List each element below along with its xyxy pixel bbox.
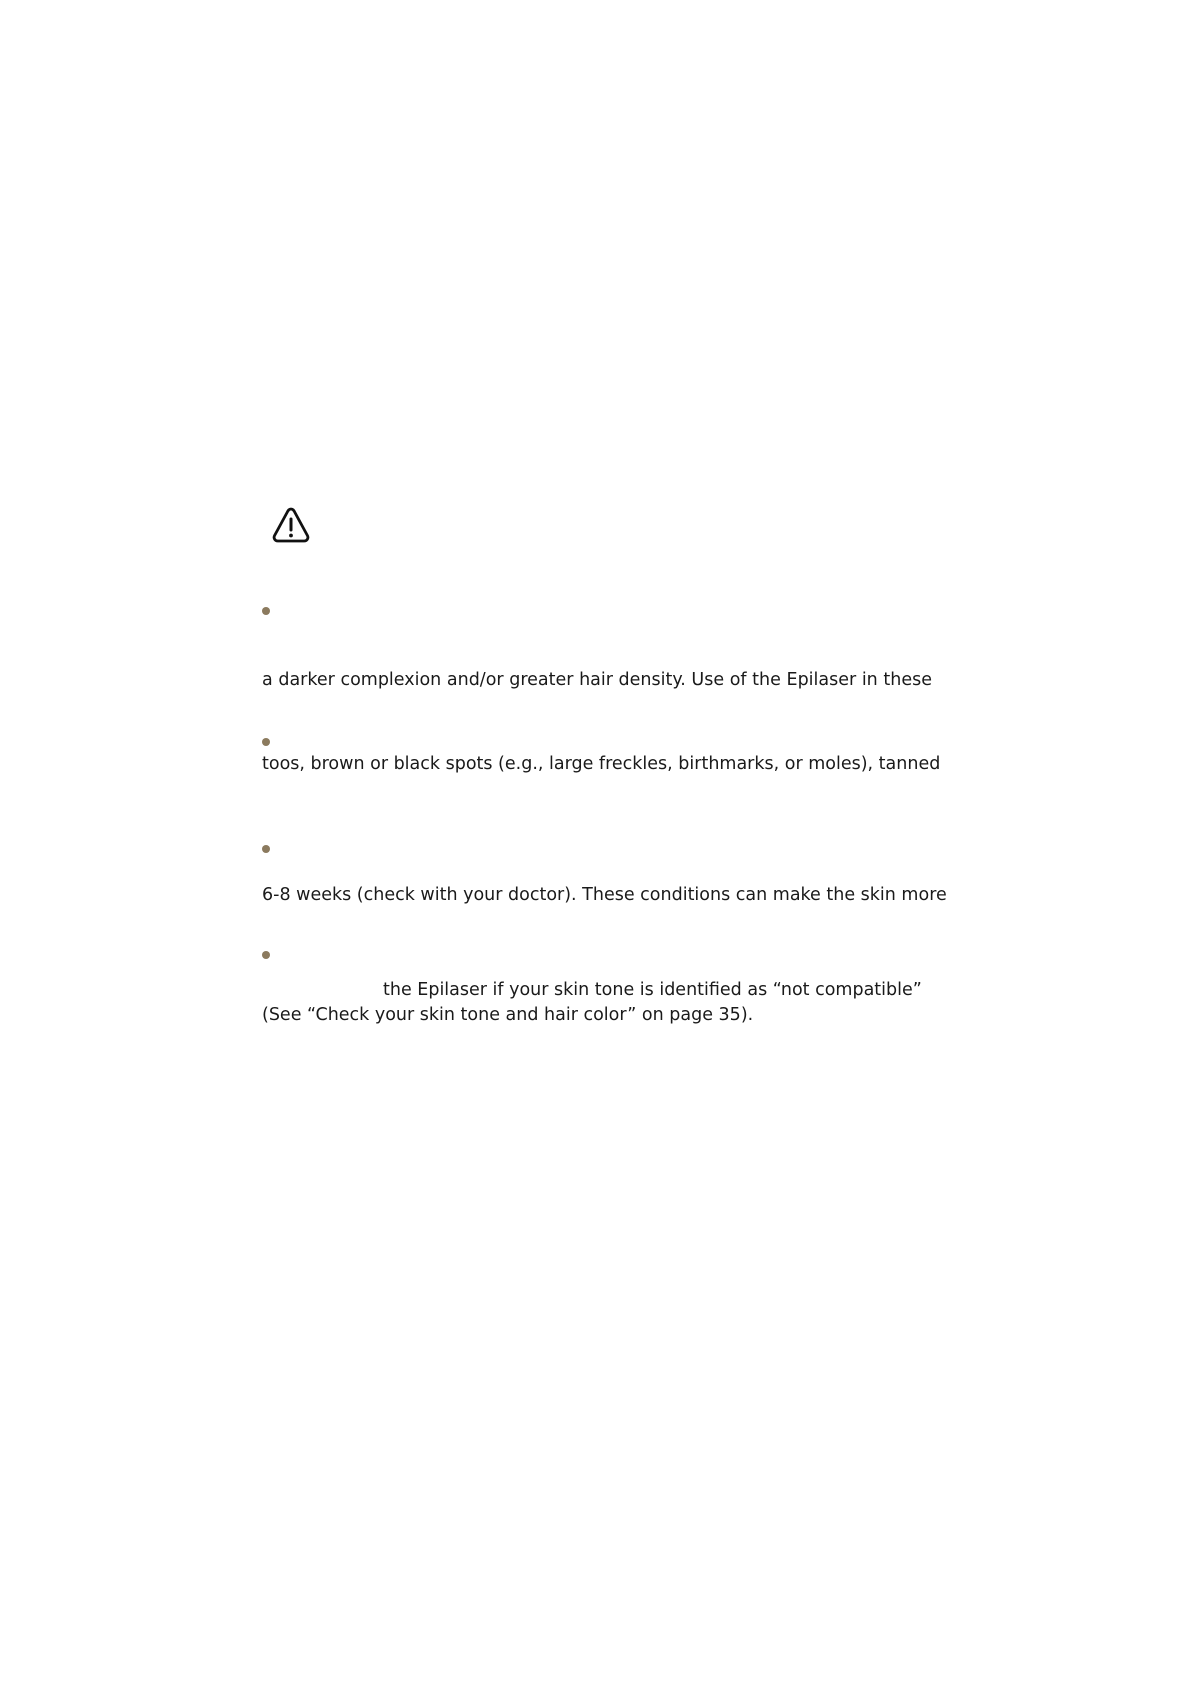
warning-text-line-1: a darker complexion and/or greater hair density. Use of the Epilaser in these: [262, 670, 932, 690]
warning-text-line-4: the Epilaser if your skin tone is identified as “not compatible”: [383, 980, 922, 1000]
warning-text-line-2: toos, brown or black spots (e.g., large freckles, birthmarks, or moles), tanned: [262, 754, 941, 774]
bullet-1: [262, 607, 270, 615]
warning-text-line-5: (See “Check your skin tone and hair color” on page 35).: [262, 1005, 754, 1025]
bullet-2: [262, 738, 270, 746]
bullet-4: [262, 951, 270, 959]
bullet-3: [262, 845, 270, 853]
warning-text-line-3: 6-8 weeks (check with your doctor). These conditions can make the skin more: [262, 885, 947, 905]
warning-triangle-icon: [271, 506, 311, 544]
